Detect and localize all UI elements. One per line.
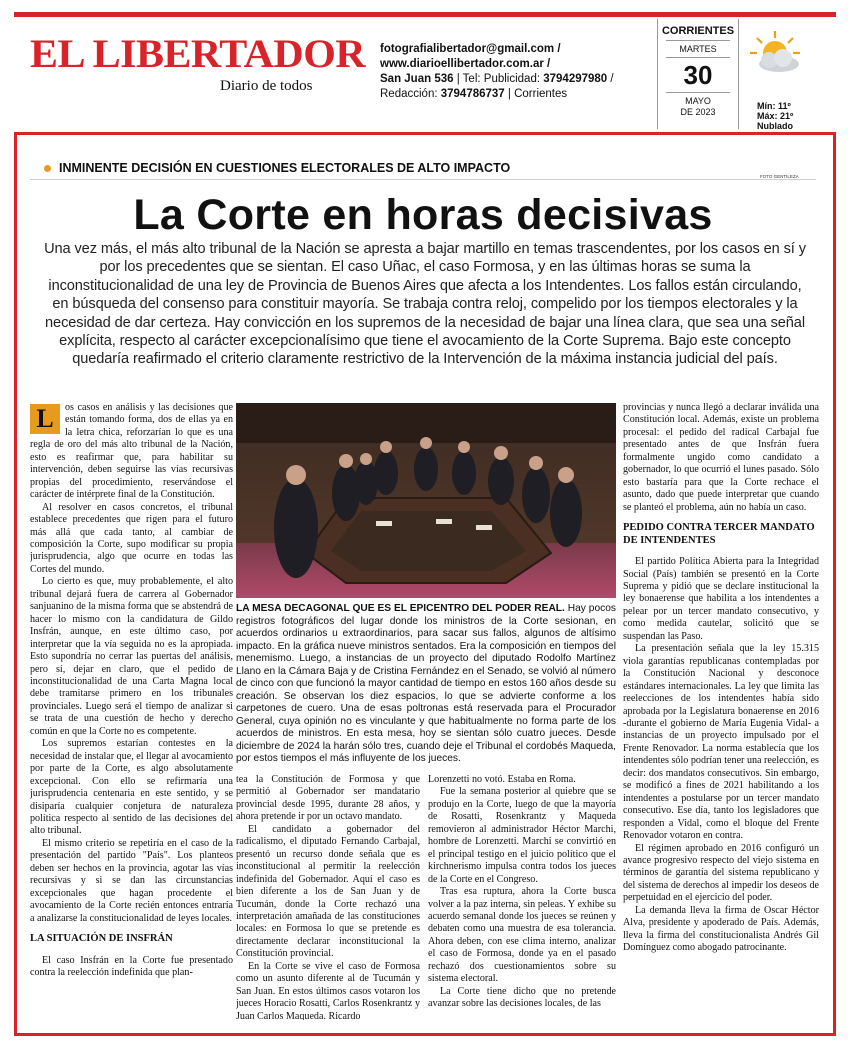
contact-phone-ads: 3794297980: [543, 73, 608, 85]
kicker-rule: [30, 179, 816, 180]
paragraph: El partido Política Abierta para la Integridad Social (País) también se presentó en la Corte Suprema y pidió que se declare institucional la ley bonaerense que habilita a los intendentes a pelear por un tercer mandato consecutivo, y como medida cautelar, solicitó que se suspendan las Paso.: [623, 556, 819, 642]
date-divider: [666, 40, 730, 41]
contact-address: San Juan 536: [380, 73, 454, 85]
paragraph: En la Corte se vive el caso de Formosa como un asunto diferente al de Tucumán y San Juan. En estos últimos casos votaron los jueces Horacio Rosatti, Carlos Rosenkrantz y Juan Carlos Maqueda. Ricardo: [236, 960, 420, 1020]
paragraph: [30, 402, 233, 502]
weather-max: Máx: 21º: [757, 111, 794, 121]
weather-condition: Nublado: [757, 121, 793, 131]
column-1: [30, 402, 233, 1020]
paragraph: provincias y nunca llegó a declarar inválida una Constitución local. Además, existe un problema procesal: el pedido del radical Carbajal fue presentado antes de que Insfrán fuera formalmente ungido como candidato a gobernador, lo que ocurrió el lunes pasado. Sólo esto bastaría para que la Corte rechace el asunto, dado que puede interpretar que cuando se planteó el problema, aún no había un caso.: [623, 402, 819, 513]
paragraph: La Corte tiene dicho que no pretende avanzar sobre las decisiones locales, de las: [428, 985, 616, 1010]
contact-block: [380, 42, 620, 102]
caption-text: Hay pocos registros fotográficos del lugar donde los ministros de la Corte sesionan, en acuerdos ordinarios u extraordinarios, para sacar sus fallos, algunos de altísimo impacto. En la gráfica nueve ministros sentados. Era la composición en tiempos del menemismo. Luego, a instancias de un proyecto del diputado Rodolfo Martínez Llano en la Cámara Baja y de Cristina Fernández en el Senado, se volvió al número de cinco con que funcionó la mayor cantidad de tiempo en estos 160 años desde su creación. Se observan los diez espacios, lo que se advierte conforme a los carpetones de cuero. Una de esas poltronas está reservada para el Procurador General, cuya opinión no es vinculante y que habitualmente no forma parte de los acuerdos de ministros. En esta mesa, hoy se sientan sólo cuatro jueces. Desde diciembre de 2024 la harán sólo tres, cuando deje el Tribunal el cordobés Maqueda, por estos tiempos el más influyente de los jueces.: [236, 603, 616, 764]
contact-newsroom-line: [380, 87, 620, 102]
column-4: [623, 402, 819, 1020]
column-3: [428, 774, 616, 1020]
contact-address-line: [380, 72, 620, 87]
contact-phone-label: | Tel: Publicidad:: [453, 73, 544, 85]
date-box: [657, 19, 739, 129]
masthead-subtitle: Diario de todos: [220, 78, 313, 94]
contact-newsroom-label: Redacción:: [380, 88, 441, 100]
photo-caption: [236, 603, 616, 766]
supreme-court-photo: [236, 403, 616, 598]
paragraph: Lo cierto es que, muy probablemente, el alto tribunal dejará fuera de carrera al Gobernador sanjuanino de la misma forma que se abstendrá de hacer lo mismo con la candidatura de Gildo Insfrán, aunque, en este último caso, por interpretar que la vía seguida no es la apropiada. Esto supondría no cerrar las puertas del análisis, pero sí, dejar en claro, que el pedido de inconstitucionalidad de una Carta Magna local debe tramitarse primero en los tribunales provinciales. Luego será el tiempo de analizar si se trata de una cuestión de hecho y derecho común en que la Corte no es competente.: [30, 576, 233, 737]
date-city: CORRIENTES: [661, 25, 735, 37]
lead-paragraph: Una vez más, el más alto tribunal de la Nación se apresta a bajar martillo en temas trascendentes, por los casos en sí y por los precedentes que se sientan. El caso Uñac, el caso Formosa, y en las últimas horas se suma la inconstitucionalidad de una ley de Provincia de Buenos Aires que afecta a los Intendentes. Los fallos están circulando, en búsqueda del consenso para constituir mayoría. Se trabaja contra reloj, compelido por los tiempos electorales y la necesidad de dar certeza. Hay convicción en los supremos de la necesidad de bajar una línea clara, que sea una señal explícita, respecto al carácter excepcionalísimo que tiene el avocamiento de la Corte Suprema. Bajo este concepto quedaría reafirmado el criterio claramente restrictivo de la Intervención de la máxima instancia judicial del país.: [44, 241, 806, 368]
contact-email: fotografialibertador@gmail.com /: [380, 43, 561, 55]
paragraph: La presentación señala que la ley 15.315 viola garantías republicanas contempladas por la Constitución Nacional y desconoce estándares internacionales. La ley que limita las reelecciones de los intendentes había sido aprobada por la Legislatura bonaerense en 2016 -durante el gobierno de María Eugenia Vidal- a instancias de un proyecto impulsado por el Frente Renovador. La norma establecía que los intendentes sólo podrían tener una reelección, es decir: dos mandatos consecutivos. Sin embargo, se modificó a fines de 2021 habilitando a los intendentes a postularse por un tercer mandato consecutivo. Ese día, tanto los legisladores que responden a Vidal, como el bloque del Frente Renovador votaron en contra.: [623, 643, 819, 842]
contact-sep: /: [607, 73, 614, 85]
paragraph: La demanda lleva la firma de Oscar Héctor Alva, presidente y apoderado de País. Además, lleva la firma del constitucionalista Andrés Gil Domínguez como abogado patrocinante.: [623, 904, 819, 954]
date-weekday: MARTES: [679, 44, 717, 54]
bullet-icon: [44, 165, 51, 172]
paragraph: Tras esa ruptura, ahora la Corte busca volver a la paz interna, sin peleas. Y exhibe su acuerdo semanal donde los jueces se reúnen y debaten como una muestra de esa tolerancia. Ahora deben, con ese clima interno, analizar el caso de Formosa, donde ya en el pasado rechazó dos cuestionamientos sobre su sistema electoral.: [428, 886, 616, 985]
paragraph: El caso Insfrán en la Corte fue presentado contra la reelección indefinida que plan-: [30, 954, 233, 978]
paragraph: El mismo criterio se repetiría en el caso de la presentación del partido "País". Los planteos deben ser hechos en la provincia, agotar las vías recursivas y si se dan las circunstancias excepcionales que hagan procedente el avocamiento de la Corte recién entonces entraría a analizarse la constitucionalidad de leyes locales.: [30, 837, 233, 924]
date-divider: [666, 57, 730, 58]
paragraph: El régimen aprobado en 2016 configuró un avance progresivo respecto del viejo sistema en términos de garantía del sistema republicano y del sistema de derechos al impedir los deseos de perpetuidad en el ejercicio del poder.: [623, 842, 819, 904]
drop-cap: L: [30, 404, 60, 434]
paragraph: tea la Constitución de Formosa y que permitió al Gobernador ser mandatario provincial desde 1995, durante 28 años, y ahora pretende ir por un octavo mandato.: [236, 774, 420, 823]
date-weather-box: [657, 19, 807, 129]
headline: La Corte en horas decisivas: [133, 191, 713, 239]
contact-city: | Corrientes: [504, 88, 568, 100]
paragraph: Al resolver en casos concretos, el tribunal establece precedentes que rigen para el futuro más allá que cada tanto, al cambiar de composición la Corte, supo modificar su propia jurisprudencia, algo que ocurre en todas las Cortes del mundo.: [30, 501, 233, 575]
kicker-text: INMINENTE DECISIÓN EN CUESTIONES ELECTORALES DE ALTO IMPACTO: [59, 161, 511, 175]
paragraph: El candidato a gobernador del radicalismo, el diputado Fernando Carbajal, presentó un recurso donde señala que es inconstitucional al permitir la reelección indefinida del Gobernador. Aquí el caso es bien diferente a los de San Juan y de Tucumán, donde la Corte rechazó una interpretación amañada de las constituciones locales: en Formosa lo que se pretende es directamente declarar inconstitucional la Constitución provincial.: [236, 823, 420, 960]
contact-phone-newsroom: 3794786737: [440, 88, 505, 100]
date-month: MAYO: [685, 96, 711, 106]
weather-min: Mín: 11º: [757, 101, 791, 111]
paragraph: Los supremos estarían contestes en la necesidad de instalar que, el llegar al avocamiento por parte de la Corte, es algo absolutamente excepcional. Con ello se refirmaría una jurisprudencia centenaria en este sentido, y se disiparía cualquier conjetura de naturaleza política respecto al sentido de las decisiones del alto tribunal.: [30, 738, 233, 837]
date-divider: [666, 92, 730, 93]
date-day: 30: [683, 60, 713, 90]
paragraph-text: os casos en análisis y las decisiones que están tomando forma, dos de ellas ya en la letra chica, reforzarían lo que es una regla de oro del más alto tribunal de la Nación, esto es reafirmar que, para habilitar su intervención, deben seguirse las vías recursivas propias del procedimiento, reservándose el carácter de intérprete final de la Constitución.: [30, 402, 233, 501]
subheading: LA SITUACIÓN DE INSFRÁN: [30, 933, 173, 945]
contact-website: www.diarioellibertador.com.ar /: [380, 58, 551, 70]
paragraph: Lorenzetti no votó. Estaba en Roma.: [428, 774, 576, 785]
photo-credit: FOTO GENTILEZA: [760, 174, 799, 179]
paragraph: Fue la semana posterior al quiebre que se produjo en la Corte, luego de que la mayoría de Rosatti, Rosenkrantz y Maqueda removieron al administrador Héctor Marchi, hombre de Lorenzetti. Marchi se convirtió en el principal testigo en el juicio político que el kirchnerismo impulsa contra todos los jueces de la Corte en el Congreso.: [428, 786, 616, 885]
kicker: [44, 161, 510, 175]
masthead: [30, 31, 366, 104]
column-2: [236, 774, 420, 1020]
caption-title: LA MESA DECAGONAL QUE ES EL EPICENTRO DEL PODER REAL.: [236, 603, 565, 614]
date-year: DE 2023: [680, 107, 716, 117]
subheading: PEDIDO CONTRA TERCER MANDATO DE INTENDENTES: [623, 522, 815, 546]
partly-cloudy-icon: [745, 29, 805, 75]
masthead-title: EL LIBERTADOR: [30, 31, 366, 76]
